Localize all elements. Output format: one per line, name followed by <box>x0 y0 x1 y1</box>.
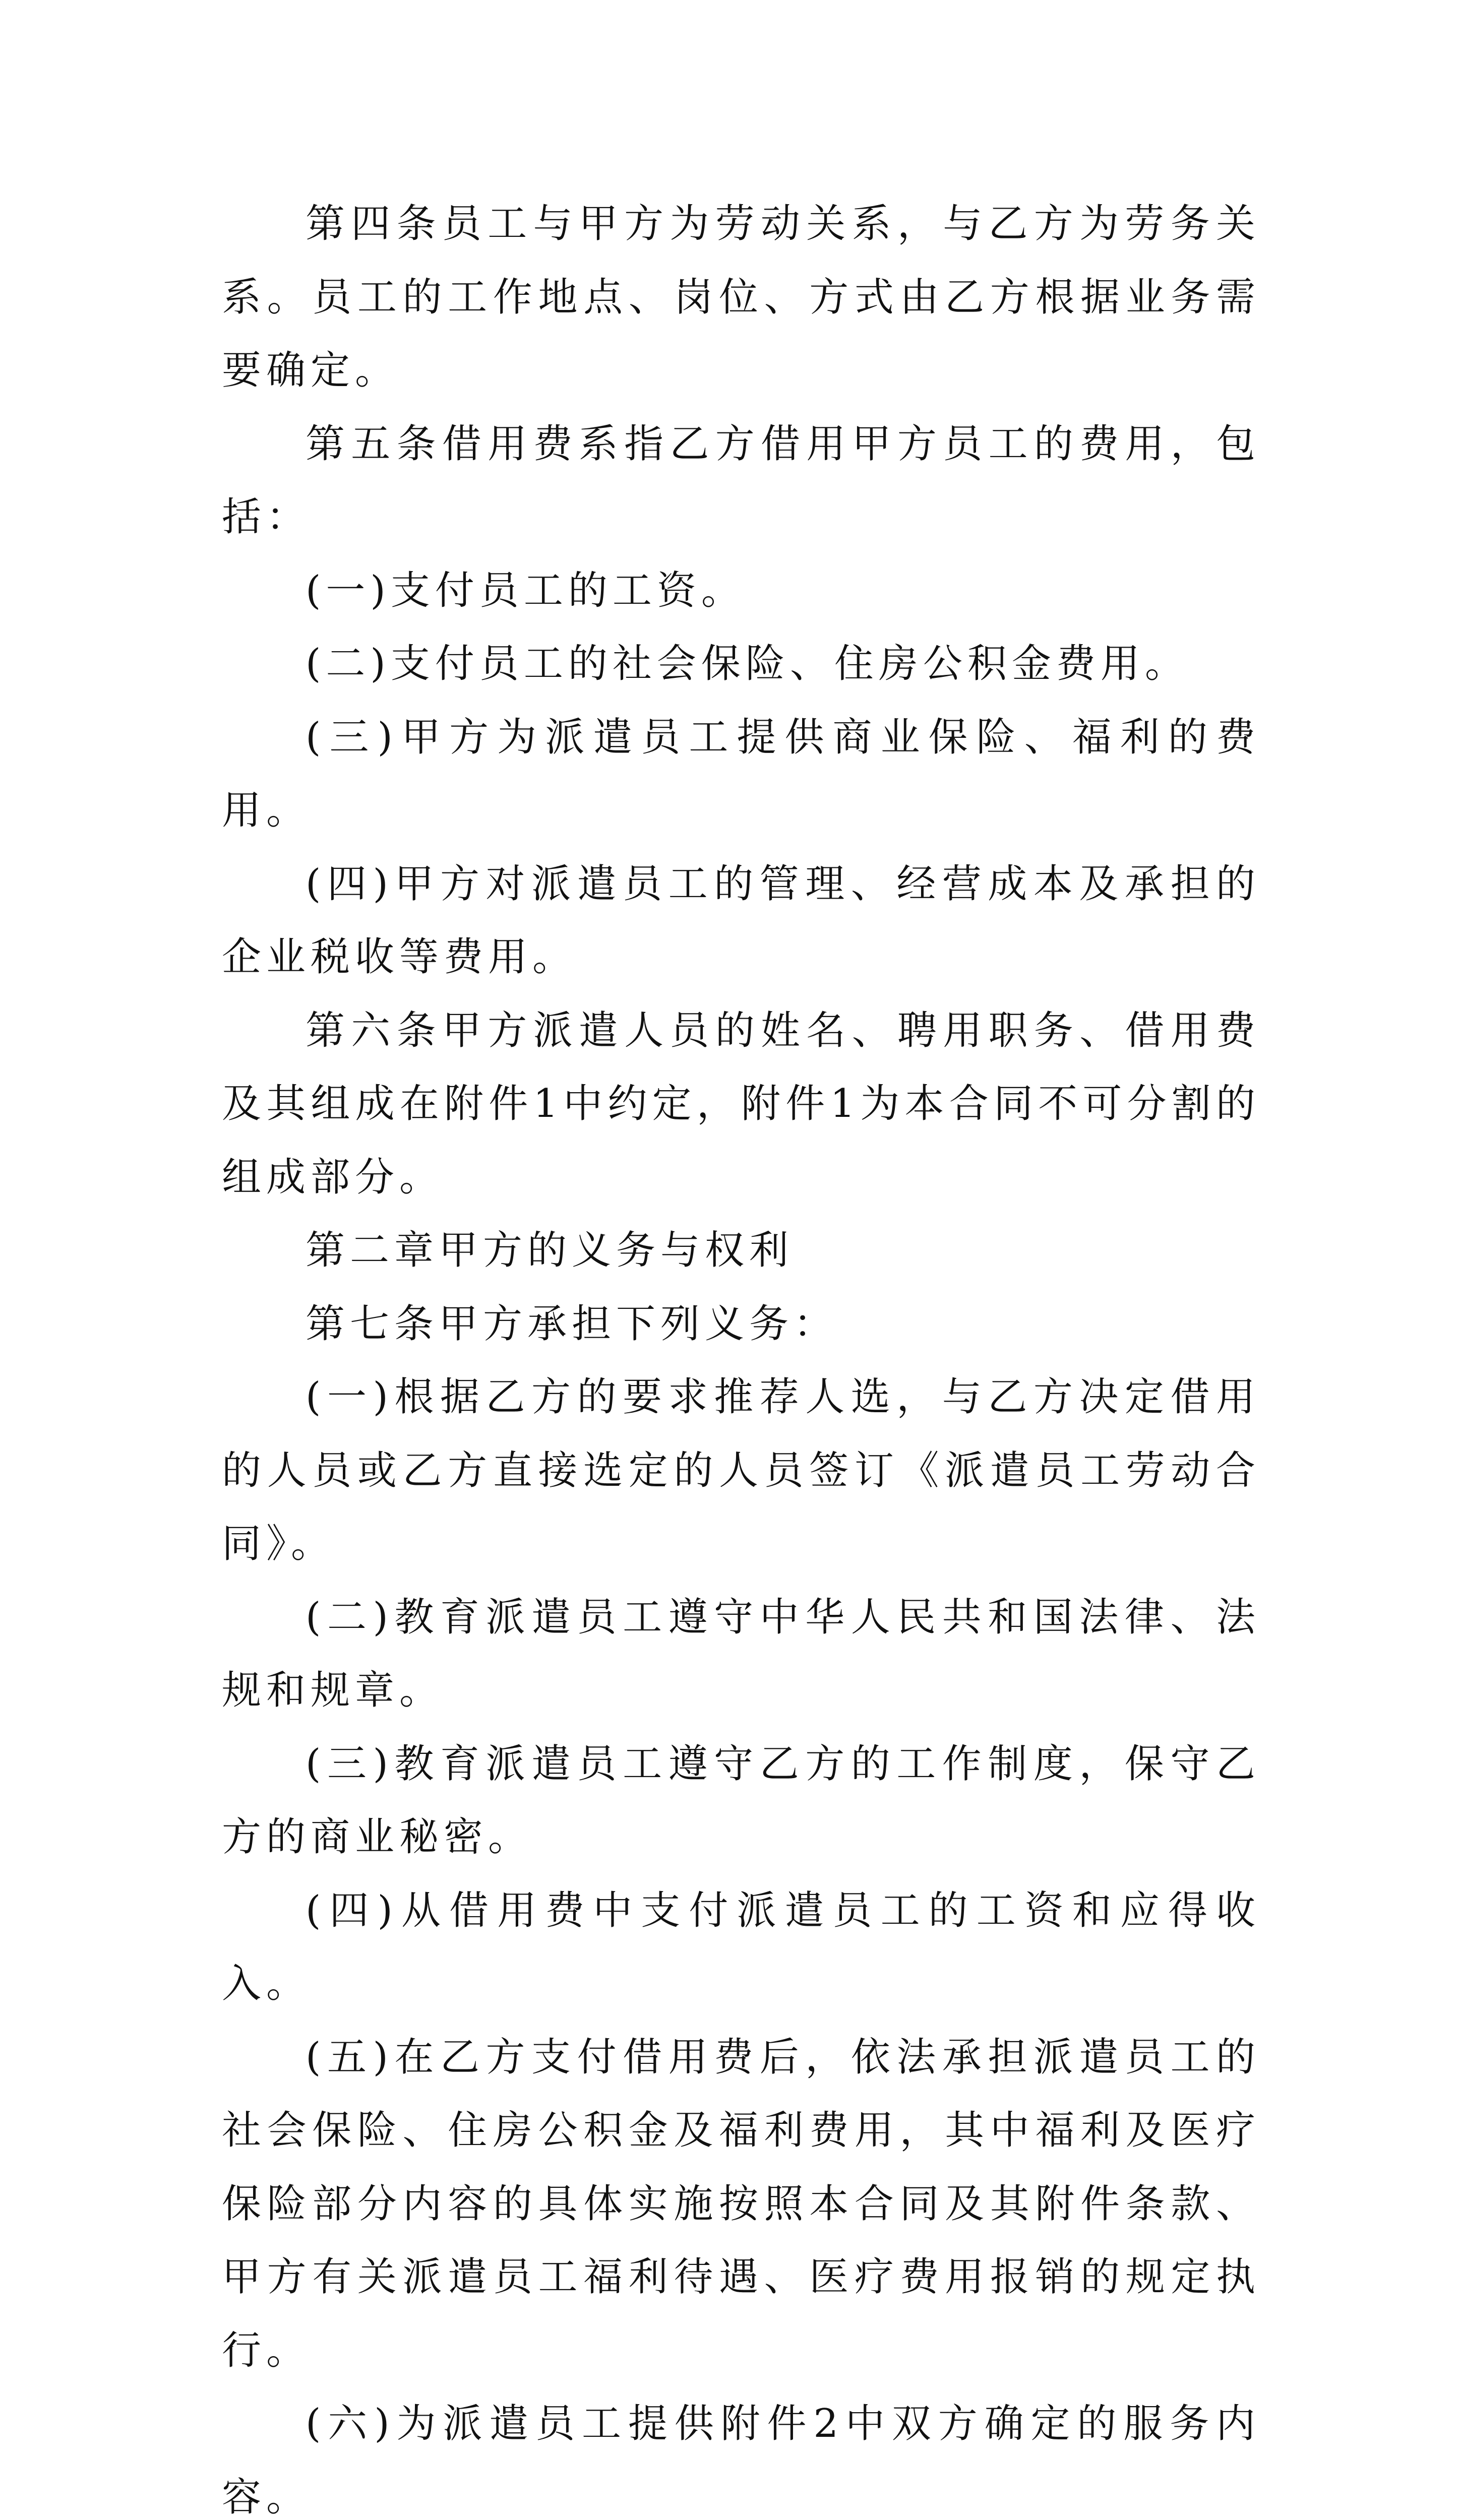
list-item-5-1: (一)支付员工的工资。 <box>306 568 746 613</box>
paragraph-article-6: 第六条甲方派遣人员的姓名、聘用职务、借用费及其组成在附件1中约定，附件1为本合同不可分割的组成部分。 <box>222 1007 1260 1200</box>
chapter-heading-2: 第二章甲方的义务与权利 <box>306 1228 794 1273</box>
paragraph-article-4: 第四条员工与甲方为劳动关系，与乙方为劳务关系。员工的工作地点、岗位、方式由乙方根据业务需要确定。 <box>222 201 1260 393</box>
list-item-5-4: (四)甲方对派遣员工的管理、经营成本及承担的企业税收等费用。 <box>222 861 1260 980</box>
list-item-7-4: (四)从借用费中支付派遣员工的工资和应得收入。 <box>222 1887 1260 2006</box>
list-item-7-3: (三)教育派遣员工遵守乙方的工作制度，保守乙方的商业秘密。 <box>222 1741 1260 1860</box>
paragraph-article-5: 第五条借用费系指乙方借用甲方员工的费用，包括： <box>222 421 1260 540</box>
list-item-7-1: (一)根据乙方的要求推荐人选，与乙方决定借用的人员或乙方直接选定的人员签订《派遣员工劳动合同》。 <box>222 1374 1260 1566</box>
document-body <box>222 187 1260 2520</box>
list-item-7-5: (五)在乙方支付借用费后，依法承担派遣员工的社会保险、住房公积金及福利费用，其中福利及医疗保险部分内容的具体实施按照本合同及其附件条款、甲方有关派遣员工福利待遇、医疗费用报销的规定执行。 <box>222 2034 1260 2373</box>
paragraph-article-7: 第七条甲方承担下列义务： <box>306 1301 838 1347</box>
list-item-5-3: (三)甲方为派遣员工提供商业保险、福利的费用。 <box>222 714 1260 833</box>
list-item-5-2: (二)支付员工的社会保险、住房公积金费用。 <box>306 641 1189 686</box>
list-item-7-6: (六)为派遣员工提供附件2中双方确定的服务内容。 <box>222 2401 1260 2520</box>
list-item-7-2: (二)教育派遣员工遵守中华人民共和国法律、法规和规章。 <box>222 1594 1260 1713</box>
